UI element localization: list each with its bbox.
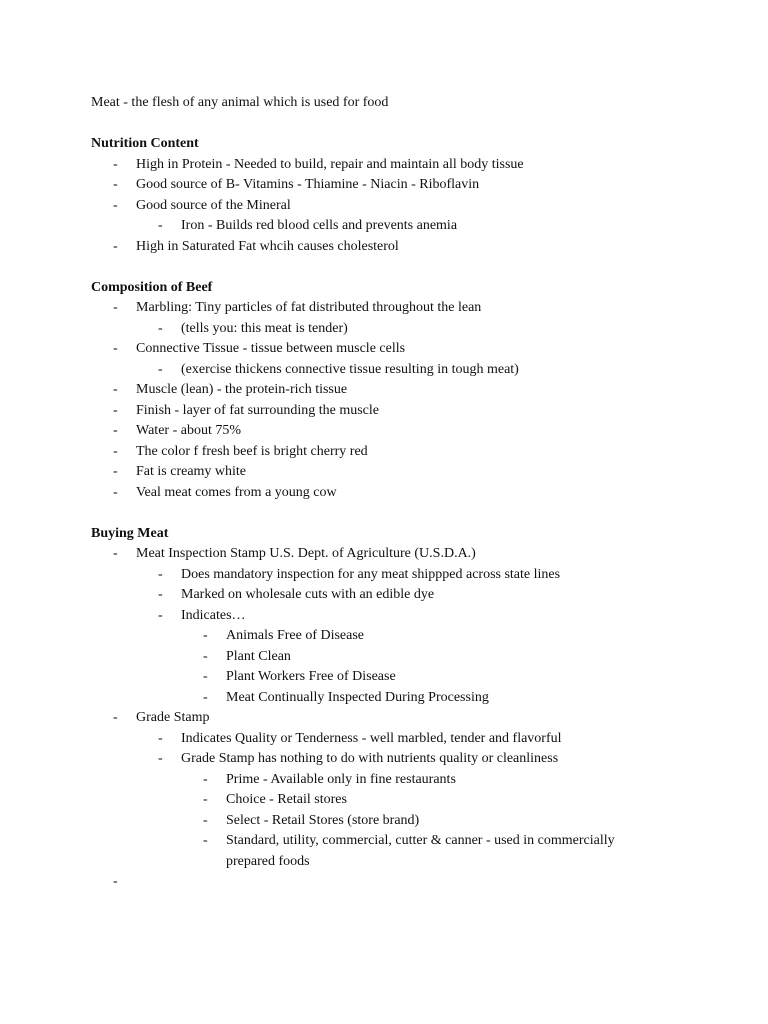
list-item: - The color f fresh beef is bright cherry red <box>91 442 691 463</box>
list-item: - Grade Stamp has nothing to do with nutrients quality or cleanliness <box>91 749 691 770</box>
list-item: - Indicates Quality or Tenderness - well marbled, tender and flavorful <box>91 729 691 750</box>
list-item: - Marbling: Tiny particles of fat distributed throughout the lean <box>91 298 691 319</box>
bullet-dash: - <box>113 423 118 438</box>
list-item: - Meat Continually Inspected During Processing <box>91 688 691 709</box>
bullet-dash: - <box>113 300 118 315</box>
list-item: - (exercise thickens connective tissue resulting in tough meat) <box>91 360 691 381</box>
list-item: - Grade Stamp <box>91 708 691 729</box>
bullet-dash: - <box>113 546 118 561</box>
bullet-dash: - <box>203 628 208 643</box>
list-item: - Prime - Available only in fine restaurants <box>91 770 691 791</box>
list-item: - Fat is creamy white <box>91 462 691 483</box>
list-item: - High in Protein - Needed to build, repair and maintain all body tissue <box>91 155 691 176</box>
list-item: - Finish - layer of fat surrounding the muscle <box>91 401 691 422</box>
bullet-dash: - <box>113 710 118 725</box>
bullet-dash: - <box>203 648 208 664</box>
list-item: - Meat Inspection Stamp U.S. Dept. of Agriculture (U.S.D.A.) <box>91 544 691 565</box>
list-item: - Plant Clean <box>91 647 691 668</box>
list-item: - (tells you: this meat is tender) <box>91 319 691 340</box>
list-item: - Does mandatory inspection for any meat shippped across state lines <box>91 565 691 586</box>
bullet-dash: - <box>113 443 118 459</box>
bullet-dash: - <box>203 792 208 807</box>
bullet-dash: - <box>113 464 118 479</box>
list-item: - Good source of B- Vitamins - Thiamine - Niacin - Riboflavin <box>91 175 691 196</box>
list-item: - High in Saturated Fat whcih causes cholesterol <box>91 237 691 258</box>
list-item: - Muscle (lean) - the protein-rich tissue <box>91 380 691 401</box>
list-item: - Plant Workers Free of Disease <box>91 667 691 688</box>
bullet-dash: - <box>203 833 208 848</box>
bullet-dash: - <box>158 320 163 336</box>
section-heading-composition: Composition of Beef <box>91 279 213 295</box>
bullet-dash: - <box>158 361 163 377</box>
bullet-dash: - <box>203 812 208 828</box>
list-item: - Veal meat comes from a young cow <box>91 483 691 504</box>
bullet-dash: - <box>158 730 163 746</box>
bullet-dash: - <box>158 566 163 582</box>
bullet-dash: - <box>158 587 163 602</box>
bullet-dash: - <box>113 156 118 172</box>
section-heading-nutrition: Nutrition Content <box>91 136 199 151</box>
list-item: - Choice - Retail stores <box>91 790 691 811</box>
list-item: - Marked on wholesale cuts with an edible dye <box>91 585 691 606</box>
bullet-dash: - <box>158 607 163 623</box>
bullet-dash: - <box>158 751 163 766</box>
bullet-dash: - <box>113 238 118 254</box>
list-item-continuation: prepared foods <box>226 853 310 869</box>
bullet-dash: - <box>113 341 118 356</box>
list-item: - Iron - Builds red blood cells and prevents anemia <box>91 216 691 237</box>
bullet-dash: - <box>158 218 163 233</box>
bullet-dash: - <box>113 402 118 418</box>
list-item: - Good source of the Mineral <box>91 196 691 217</box>
bullet-dash: - <box>113 197 118 213</box>
bullet-dash: - <box>203 669 208 684</box>
bullet-dash: - <box>113 382 118 397</box>
list-item: - Select - Retail Stores (store brand) <box>91 811 691 832</box>
bullet-dash: - <box>113 177 118 192</box>
intro-definition: Meat - the flesh of any animal which is used for food <box>91 95 389 110</box>
list-item: - Animals Free of Disease <box>91 626 691 647</box>
list-item: - Standard, utility, commercial, cutter & canner - used in commercially <box>91 831 691 852</box>
bullet-dash: - <box>113 874 118 889</box>
list-item: - Connective Tissue - tissue between muscle cells <box>91 339 691 360</box>
list-item-empty <box>91 872 691 893</box>
section-heading-buying: Buying Meat <box>91 525 169 541</box>
list-item: - Indicates… <box>91 606 691 627</box>
list-item: - Water - about 75% <box>91 421 691 442</box>
document-body <box>91 93 691 893</box>
bullet-dash: - <box>203 689 208 705</box>
bullet-dash: - <box>203 771 208 787</box>
bullet-dash: - <box>113 484 118 500</box>
